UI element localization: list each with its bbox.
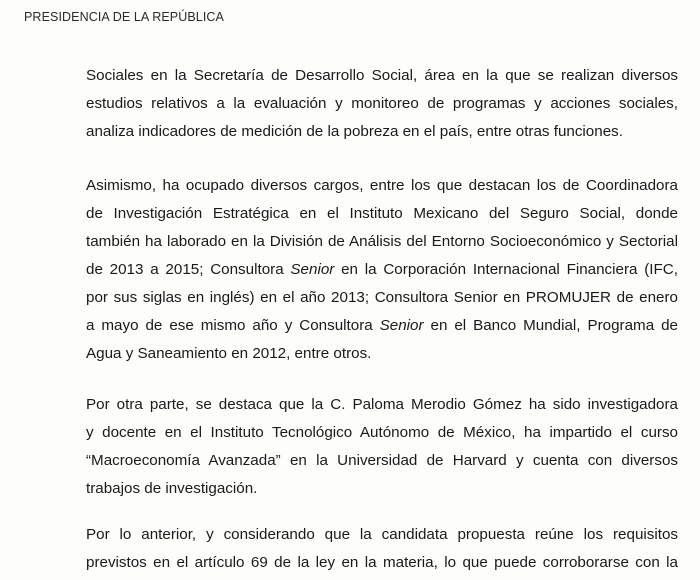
text-line: también ha laborado en la División de Análisis del Entorno Socioeconómico y Sectorial <box>86 233 678 250</box>
paragraph-2 <box>86 172 678 368</box>
text-line <box>86 312 678 340</box>
text-line: Por otra parte, se destaca que la C. Paloma Merodio Gómez ha sido investigadora <box>86 396 678 413</box>
text-segment: en la Corporación Internacional Financiera (IFC, <box>334 261 678 278</box>
text-line: Sociales en la Secretaría de Desarrollo Social, área en la que se realizan diversos <box>86 67 678 84</box>
text-line: “Macroeconomía Avanzada” en la Universidad de Harvard y cuenta con diversos <box>86 452 678 469</box>
text-line: y docente en el Instituto Tecnológico Autónomo de México, ha impartido el curso <box>86 424 678 441</box>
text-line: Agua y Saneamiento en 2012, entre otros. <box>86 345 372 362</box>
text-line: por sus siglas en inglés) en el año 2013; Consultora Senior en PROMUJER de enero <box>86 289 678 306</box>
paragraph-4 <box>86 521 678 577</box>
text-line: analiza indicadores de medición de la pobreza en el país, entre otras funciones. <box>86 123 623 140</box>
text-line <box>86 256 678 284</box>
text-line: estudios relativos a la evaluación y monitoreo de programas y acciones sociales, <box>86 95 678 112</box>
italic-term: Senior <box>290 261 335 278</box>
text-segment: de 2013 a 2015; Consultora <box>86 261 291 278</box>
text-line: previstos en el artículo 69 de la ley en la materia, lo que puede corroborarse con la <box>86 554 678 571</box>
text-line: trabajos de investigación. <box>86 480 258 497</box>
text-segment: a mayo de ese mismo año y Consultora <box>86 317 380 334</box>
paragraph-3 <box>86 391 678 503</box>
text-segment: en el Banco Mundial, Programa de <box>423 317 678 334</box>
text-line: Asimismo, ha ocupado diversos cargos, entre los que destacan los de Coordinadora <box>86 177 678 194</box>
text-line: Por lo anterior, y considerando que la candidata propuesta reúne los requisitos <box>86 526 678 543</box>
text-line: de Investigación Estratégica en el Instituto Mexicano del Seguro Social, donde <box>86 205 678 222</box>
page-header: PRESIDENCIA DE LA REPÚBLICA <box>24 10 224 24</box>
paragraph-1 <box>86 62 678 146</box>
italic-term: Senior <box>379 317 424 334</box>
